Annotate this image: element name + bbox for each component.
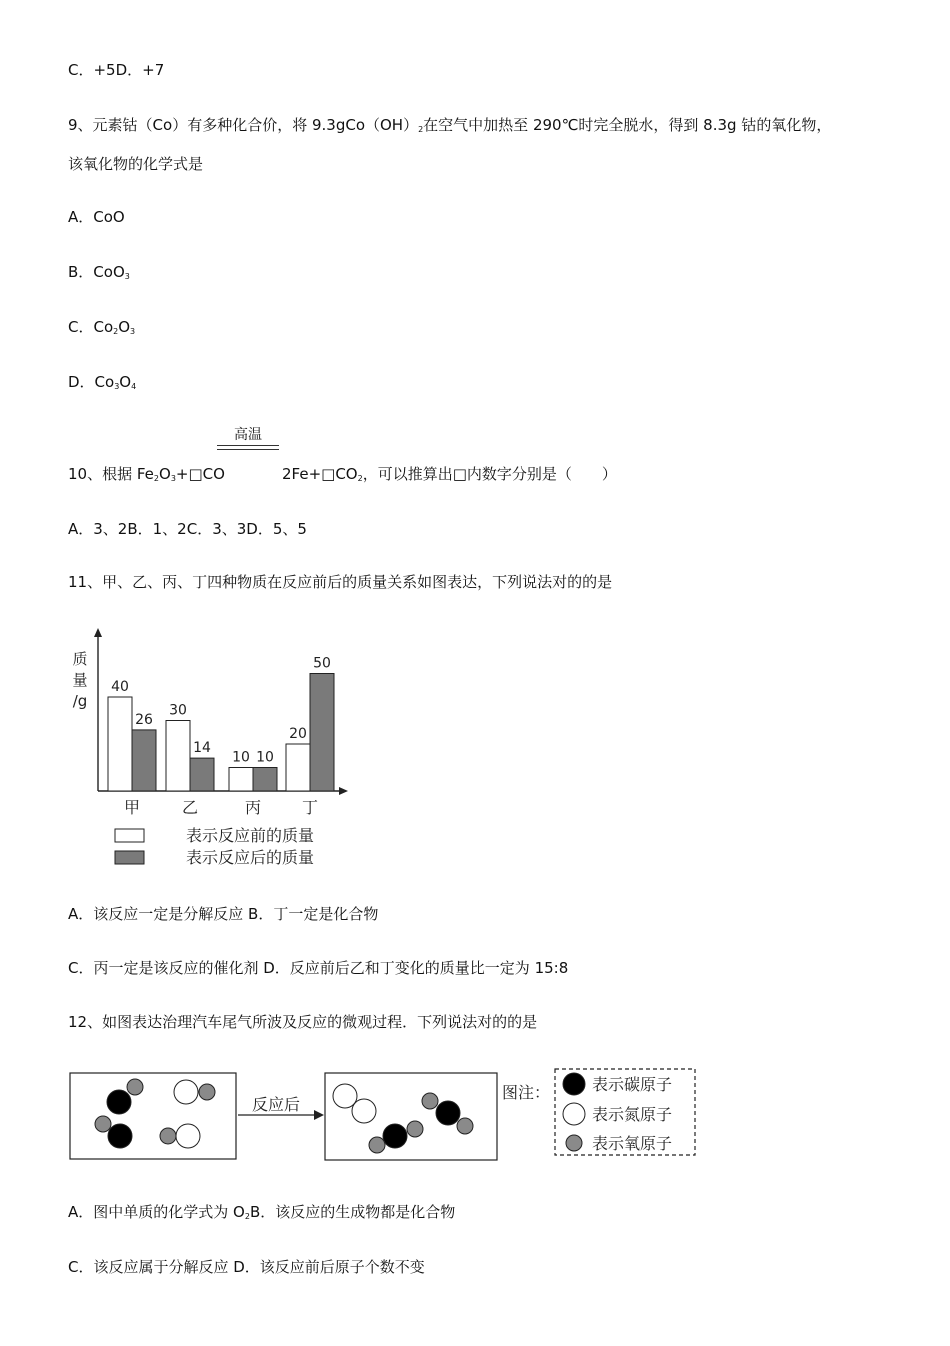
legend-oxygen-label: 表示氧原子: [592, 1134, 673, 1153]
molecule-no-2: [160, 1124, 200, 1148]
mass-bar-chart-svg: [68, 620, 368, 875]
q10-question-products: $2Fe+□CO_2$，可以推算出□内数字分别是（ ）: [282, 465, 617, 483]
q11-options-cd: C．丙一定是该反应的催化剂 D．反应前后乙和丁变化的质量比一定为 15:8: [68, 959, 569, 977]
legend-carbon-label: 表示碳原子: [592, 1075, 673, 1094]
legend-label-1: 表示反应后的质量: [186, 848, 315, 867]
bar-3-1: [310, 674, 334, 792]
legend-oxygen-icon: [566, 1135, 582, 1151]
bar-0-0: [108, 697, 132, 791]
bar-label-3-1: 50: [313, 655, 331, 672]
y-axis-label-0: 质: [72, 650, 88, 668]
oxygen-atom: [199, 1084, 215, 1100]
oxygen-atom: [457, 1118, 473, 1134]
q10-equals-line-bottom: [217, 449, 279, 450]
bar-label-1-1: 14: [193, 740, 211, 757]
oxygen-atom: [422, 1093, 438, 1109]
bar-label-3-0: 20: [289, 726, 307, 742]
nitrogen-atom: [176, 1124, 200, 1148]
legend-swatch-1: [115, 851, 144, 864]
carbon-atom: [108, 1124, 132, 1148]
q9-question-line2: 该氧化物的化学式是: [68, 155, 204, 173]
q9-option-c: C．$Co_2O_3$: [68, 318, 136, 336]
nitrogen-atom: [352, 1099, 376, 1123]
legend-carbon-icon: [563, 1073, 585, 1095]
bar-label-1-0: 30: [169, 702, 187, 719]
molecule-n2: [333, 1084, 376, 1123]
q8-options: C．+5D．+7: [68, 61, 165, 79]
molecule-co-1: [107, 1079, 143, 1114]
bar-2-0: [229, 768, 253, 792]
oxygen-atom: [127, 1079, 143, 1095]
q9-question-line1: 9、元素钴（Co）有多种化合价，将 $9.3gCo(OH)_2$在空气中加热至 290℃时完全脱水，得到 8.3g 钴的氧化物，: [68, 116, 832, 134]
legend-label-0: 表示反应前的质量: [186, 826, 315, 845]
bar-label-2-1: 10: [256, 749, 274, 766]
bar-label-0-0: 40: [111, 679, 129, 695]
q10-question: 10、根据 $Fe_2O_3+□CO$: [68, 465, 225, 483]
bar-3-0: [286, 744, 310, 791]
molecule-co2-2: [369, 1121, 423, 1153]
bar-label-2-0: 10: [232, 749, 250, 766]
bar-0-1: [132, 730, 156, 791]
carbon-atom: [383, 1124, 407, 1148]
x-axis-arrow: [339, 787, 348, 795]
q11-options-ab: A．该反应一定是分解反应 B．丁一定是化合物: [68, 905, 379, 923]
oxygen-atom: [407, 1121, 423, 1137]
q9-option-a: A．CoO: [68, 208, 125, 226]
oxygen-atom: [160, 1128, 176, 1144]
bar-2-1: [253, 768, 277, 792]
oxygen-atom: [95, 1116, 111, 1132]
x-tick-label-0: 甲: [123, 798, 141, 817]
carbon-atom: [107, 1090, 131, 1114]
arrow-label: 反应后: [251, 1095, 301, 1114]
x-tick-label-1: 乙: [181, 798, 199, 817]
molecule-co2-1: [422, 1093, 473, 1134]
q10-equals-line-top: [217, 445, 279, 446]
q9-option-d: D．$Co_3O_4$: [68, 373, 137, 391]
reaction-arrow-head: [314, 1110, 324, 1120]
molecule-co-2: [95, 1116, 132, 1148]
molecule-no-1: [174, 1080, 215, 1104]
x-tick-label-3: 丁: [301, 798, 319, 817]
carbon-atom: [436, 1101, 460, 1125]
x-tick-label-2: 丙: [244, 798, 262, 817]
legend-title: 图注：: [502, 1083, 551, 1102]
oxygen-atom: [369, 1137, 385, 1153]
mass-bar-chart: [68, 620, 368, 879]
reaction-micro-diagram-svg: [68, 1066, 700, 1164]
nitrogen-atom: [174, 1080, 198, 1104]
q11-question: 11、甲、乙、丙、丁四种物质在反应前后的质量关系如图表达，下列说法对的的是: [68, 573, 613, 591]
q12-options-ab: A．图中单质的化学式为 $O_2B$．该反应的生成物都是化合物: [68, 1203, 456, 1221]
q12-question: 12、如图表达治理汽车尾气所波及反应的微观过程．下列说法对的的是: [68, 1013, 538, 1031]
q9-option-b: B．CoO$_3$: [68, 263, 130, 281]
bar-1-1: [190, 758, 214, 791]
q12-options-cd: C．该反应属于分解反应 D．该反应前后原子个数不变: [68, 1258, 425, 1276]
legend-nitrogen-label: 表示氮原子: [592, 1105, 673, 1124]
legend-swatch-0: [115, 829, 144, 842]
y-axis-arrow: [94, 628, 102, 637]
bar-1-0: [166, 721, 190, 792]
legend-nitrogen-icon: [563, 1103, 585, 1125]
q10-condition: 高温: [234, 427, 262, 443]
reaction-micro-diagram: [68, 1066, 700, 1168]
bar-label-0-1: 26: [135, 711, 153, 728]
y-axis-label-1: 量: [72, 671, 88, 689]
y-axis-label-2: /g: [72, 692, 88, 710]
q10-options: A．3、2B．1、2C．3、3D．5、5: [68, 520, 307, 538]
